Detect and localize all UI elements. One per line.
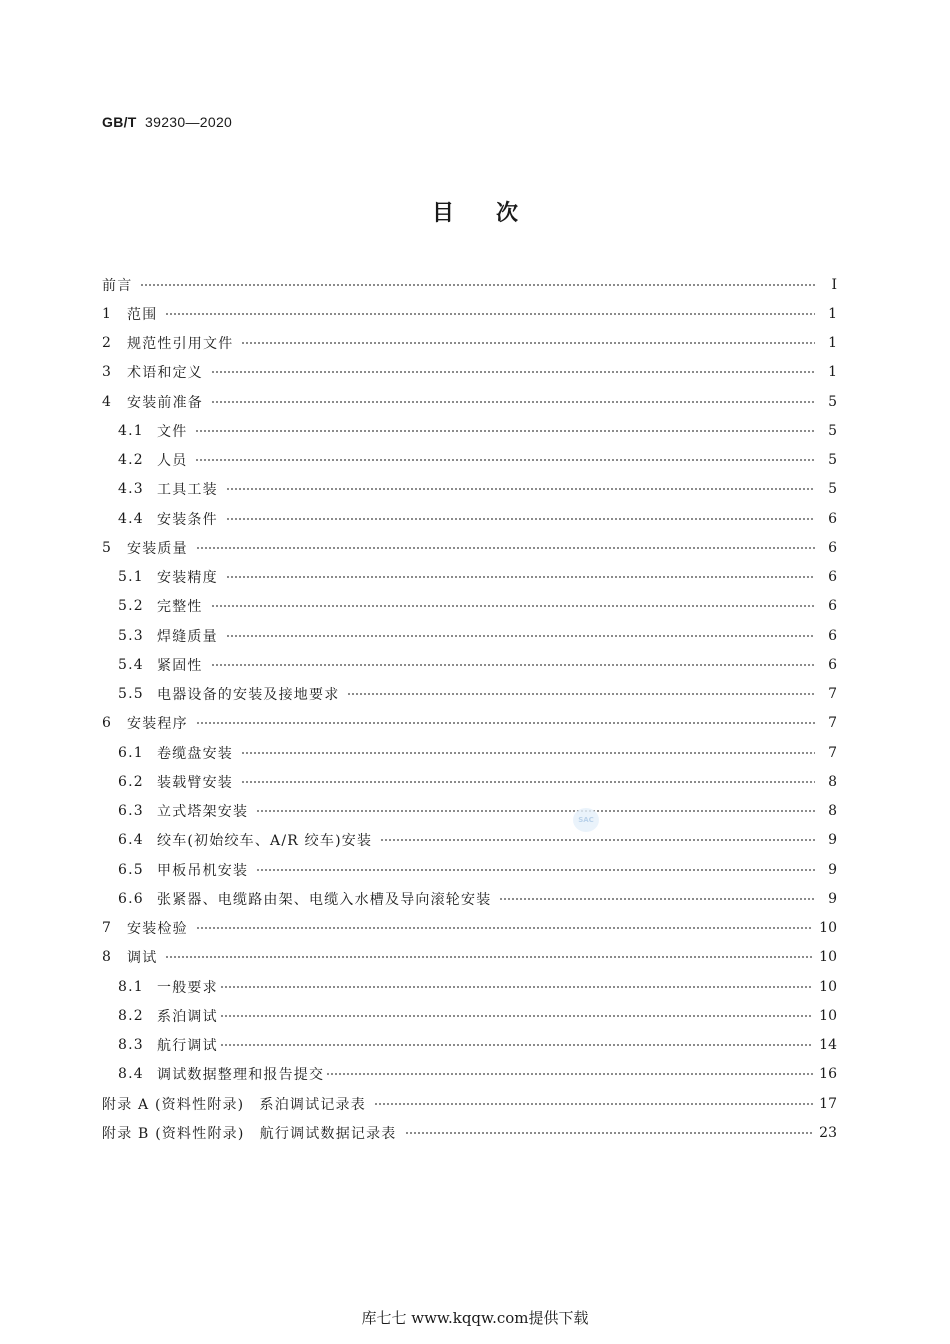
toc-entry[interactable]	[102, 1060, 837, 1089]
toc-entry-page: 16	[819, 1066, 837, 1083]
dot-leader	[347, 693, 815, 695]
toc-entry-page: 5	[828, 422, 837, 439]
dot-leader	[241, 342, 815, 344]
dot-leader	[226, 576, 815, 578]
dot-leader	[405, 1132, 814, 1134]
dot-leader	[165, 956, 813, 958]
toc-entry-page: 8	[828, 803, 837, 820]
toc-entry[interactable]	[102, 358, 837, 387]
toc-entry-title: 调试数据整理和报告提交	[157, 1067, 325, 1084]
dot-leader	[196, 722, 815, 724]
standard-number: 39230—2020	[145, 114, 233, 130]
dot-leader	[220, 1015, 813, 1017]
toc-entry-title: 安装程序	[127, 716, 188, 733]
toc-entry-title: 电器设备的安装及接地要求	[157, 687, 340, 704]
toc-entry[interactable]	[102, 387, 837, 416]
toc-entry-number: 5	[102, 539, 113, 556]
dot-leader	[211, 401, 815, 403]
dot-leader	[499, 898, 815, 900]
toc-entry[interactable]	[102, 592, 837, 621]
dot-leader	[380, 839, 815, 841]
toc-entry[interactable]	[102, 621, 837, 650]
toc-entry-page: 17	[819, 1095, 837, 1112]
toc-entry-number: 8.2	[118, 1007, 144, 1024]
toc-entry[interactable]	[102, 972, 837, 1001]
toc-entry-page: 23	[819, 1124, 837, 1141]
sac-watermark-icon: SAC	[573, 808, 599, 832]
dot-leader	[241, 781, 815, 783]
toc-entry[interactable]	[102, 1031, 837, 1060]
toc-entry-page: 6	[828, 627, 837, 644]
footer-note: 库七七 www.kqqw.com提供下载	[361, 1309, 589, 1327]
toc-entry-title: 安装条件	[157, 511, 218, 528]
dot-leader	[220, 1044, 813, 1046]
toc-entry-page: 6	[828, 656, 837, 673]
toc-entry[interactable]	[102, 1089, 837, 1118]
toc-entry-title: 甲板吊机安装	[157, 862, 249, 879]
toc-entry[interactable]	[102, 299, 837, 328]
toc-entry-number: 1	[102, 305, 113, 322]
toc-entry-number: 6.6	[118, 890, 144, 907]
toc-entry[interactable]	[102, 797, 837, 826]
toc-entry-page: 1	[828, 364, 837, 381]
dot-leader	[326, 1073, 813, 1075]
dot-leader	[226, 635, 815, 637]
toc-entry-page: 1	[828, 305, 837, 322]
dot-leader	[374, 1103, 813, 1105]
toc-entry-number: 8.4	[118, 1066, 144, 1083]
table-of-contents	[102, 270, 837, 1148]
toc-entry-page: Ⅰ	[831, 276, 837, 293]
toc-entry-number: 7	[102, 920, 113, 937]
toc-entry-page: 9	[828, 832, 837, 849]
toc-entry[interactable]	[102, 563, 837, 592]
dot-leader	[211, 664, 815, 666]
toc-entry-number: 6.4	[118, 832, 144, 849]
toc-entry-title: 安装质量	[127, 540, 188, 557]
toc-entry-title: 紧固性	[157, 657, 203, 674]
toc-entry[interactable]	[102, 709, 837, 738]
toc-entry-page: 5	[828, 393, 837, 410]
toc-entry-title: 卷缆盘安装	[157, 745, 233, 762]
dot-leader	[226, 518, 815, 520]
toc-entry[interactable]	[102, 884, 837, 913]
toc-entry-title: 附录 B (资料性附录) 航行调试数据记录表	[102, 1125, 397, 1142]
dot-leader	[211, 605, 815, 607]
dot-leader	[211, 371, 815, 373]
toc-entry-title: 一般要求	[157, 979, 218, 996]
toc-entry[interactable]	[102, 475, 837, 504]
dot-leader	[140, 284, 815, 286]
toc-entry-title: 装载臂安装	[157, 774, 233, 791]
toc-entry-number: 4.4	[118, 510, 144, 527]
toc-entry-title: 安装检验	[127, 921, 188, 938]
dot-leader	[196, 927, 813, 929]
toc-entry-title: 焊缝质量	[157, 628, 218, 645]
dot-leader	[220, 986, 813, 988]
toc-entry-title: 航行调试	[157, 1038, 218, 1055]
toc-entry-page: 14	[819, 1037, 837, 1054]
toc-entry-page: 7	[828, 744, 837, 761]
toc-entry-number: 6.2	[118, 773, 144, 790]
dot-leader	[256, 810, 815, 812]
toc-entry-number: 5.5	[118, 686, 144, 703]
toc-entry-title: 张紧器、电缆路由架、电缆入水槽及导向滚轮安装	[157, 891, 492, 908]
toc-entry-number: 4.2	[118, 452, 144, 469]
toc-entry-title: 术语和定义	[127, 365, 203, 382]
toc-entry-number: 4.1	[118, 422, 144, 439]
toc-entry-number: 5.2	[118, 598, 144, 615]
standard-code	[102, 114, 232, 130]
toc-entry-page: 7	[828, 686, 837, 703]
toc-entry-title: 调试	[127, 950, 158, 967]
toc-entry-page: 10	[819, 949, 837, 966]
toc-entry[interactable]	[102, 826, 837, 855]
toc-entry[interactable]	[102, 738, 837, 767]
toc-entry-title: 文件	[157, 423, 188, 440]
dot-leader	[195, 459, 815, 461]
toc-entry-number: 3	[102, 364, 113, 381]
toc-entry[interactable]	[102, 446, 837, 475]
toc-entry[interactable]	[102, 1001, 837, 1030]
toc-entry[interactable]	[102, 914, 837, 943]
toc-entry[interactable]	[102, 767, 837, 796]
dot-leader	[195, 430, 815, 432]
toc-entry-title: 前言	[102, 277, 133, 294]
toc-entry-title: 立式塔架安装	[157, 804, 249, 821]
toc-entry-title: 规范性引用文件	[127, 336, 234, 353]
page-title: 目次	[431, 201, 560, 226]
toc-entry[interactable]	[102, 943, 837, 972]
toc-entry-page: 7	[828, 715, 837, 732]
dot-leader	[241, 752, 815, 754]
toc-entry[interactable]	[102, 416, 837, 445]
toc-entry[interactable]	[102, 650, 837, 679]
toc-entry-number: 2	[102, 335, 113, 352]
toc-entry-title: 完整性	[157, 599, 203, 616]
toc-entry-title: 安装精度	[157, 570, 218, 587]
toc-entry-number: 6	[102, 715, 113, 732]
toc-entry[interactable]	[102, 680, 837, 709]
toc-entry-number: 6.3	[118, 803, 144, 820]
toc-entry-number: 5.4	[118, 656, 144, 673]
dot-leader	[226, 488, 815, 490]
toc-entry-page: 6	[828, 569, 837, 586]
toc-entry-page: 5	[828, 481, 837, 498]
toc-entry-page: 10	[819, 978, 837, 995]
toc-entry-page: 10	[819, 1007, 837, 1024]
toc-entry-title: 范围	[127, 306, 158, 323]
toc-entry-page: 6	[828, 510, 837, 527]
dot-leader	[256, 869, 815, 871]
toc-entry[interactable]	[102, 855, 837, 884]
toc-entry[interactable]	[102, 533, 837, 562]
toc-entry-number: 6.5	[118, 861, 144, 878]
dot-leader	[196, 547, 815, 549]
toc-entry[interactable]	[102, 329, 837, 358]
toc-entry-page: 1	[828, 335, 837, 352]
toc-entry-number: 6.1	[118, 744, 144, 761]
toc-entry-page: 6	[828, 539, 837, 556]
toc-entry-number: 4.3	[118, 481, 144, 498]
toc-entry-number: 5.1	[118, 569, 144, 586]
toc-entry[interactable]	[102, 270, 837, 299]
toc-entry-page: 5	[828, 452, 837, 469]
toc-entry-page: 6	[828, 598, 837, 615]
toc-entry-title: 工具工装	[157, 482, 218, 499]
toc-entry-title: 附录 A (资料性附录) 系泊调试记录表	[102, 1096, 366, 1113]
standard-prefix: GB/T	[102, 114, 137, 130]
toc-entry-number: 8.1	[118, 978, 144, 995]
toc-entry-number: 5.3	[118, 627, 144, 644]
toc-entry[interactable]	[102, 1118, 837, 1147]
toc-entry-title: 安装前准备	[127, 394, 203, 411]
toc-entry-page: 9	[828, 890, 837, 907]
toc-entry-title: 人员	[157, 453, 188, 470]
toc-entry-number: 8	[102, 949, 113, 966]
toc-entry-number: 4	[102, 393, 113, 410]
toc-entry-page: 10	[819, 920, 837, 937]
toc-entry-title: 绞车(初始绞车、A/R 绞车)安装	[157, 833, 373, 850]
toc-entry-page: 8	[828, 773, 837, 790]
toc-entry-title: 系泊调试	[157, 1008, 218, 1025]
toc-entry-page: 9	[828, 861, 837, 878]
toc-entry[interactable]	[102, 504, 837, 533]
toc-entry-number: 8.3	[118, 1037, 144, 1054]
dot-leader	[165, 313, 815, 315]
